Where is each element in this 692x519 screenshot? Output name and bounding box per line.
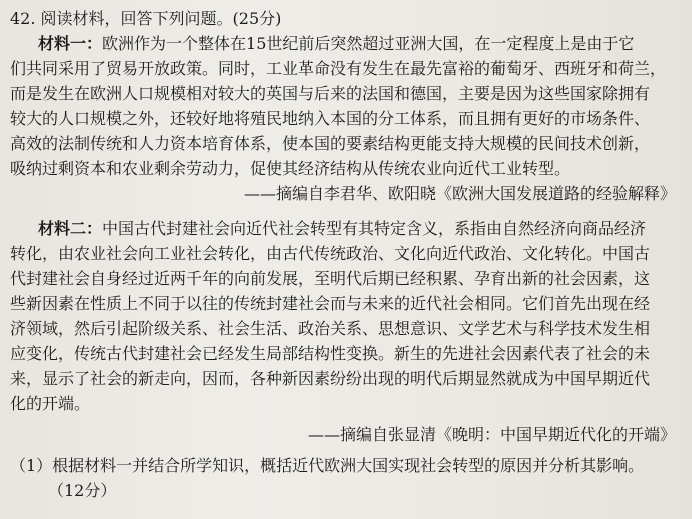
material-one-line-3: 而是发生在欧洲人口规模相对较大的英国与后来的法国和德国，主要是因为这些国家除拥有 <box>10 84 651 103</box>
material-two-line-1 <box>10 216 682 241</box>
material-one <box>10 31 682 206</box>
material-two-line-6: 应变化，传统古代封建社会已经发生局部结构性变换。新生的先进社会因素代表了社会的未 <box>10 344 651 363</box>
material-one-label: 材料一： <box>38 34 103 53</box>
material-two-text-1: 中国古代封建社会向近代社会转型有其特定含义，系指由自然经济向商品经济 <box>102 219 647 238</box>
material-one-text-1: 欧洲作为一个整体在15世纪前后突然超过亚洲大国，在一定程度上是由于它 <box>102 34 635 53</box>
question-header: 42. 阅读材料，回答下列问题。(25分) <box>10 9 282 28</box>
material-one-line-4: 较大的人口规模之外，还较好地将殖民地纳入本国的分工体系，而且拥有更好的市场条件、 <box>10 109 651 128</box>
material-two <box>10 216 682 447</box>
subquestion-one-points: （12分） <box>48 481 117 500</box>
material-one-line-2: 们共同采用了贸易开放政策。同时，工业革命没有发生在最先富裕的葡萄牙、西班牙和荷兰， <box>10 59 667 78</box>
material-one-line-5: 高效的法制传统和人力资本培育体系，使本国的要素结构更能支持大规模的民间技术创新， <box>10 134 651 153</box>
material-two-line-3: 代封建社会自身经过近两千年的向前发展，至明代后期已经积累、孕育出新的社会因素，这 <box>10 269 651 288</box>
material-two-label: 材料二： <box>38 219 103 238</box>
material-one-source: ——摘编自李君华、欧阳晓《欧洲大国发展道路的经验解释》 <box>243 184 676 203</box>
material-two-line-4: 些新因素在性质上不同于以往的传统封建社会而与未来的近代社会相同。它们首先出现在经 <box>10 294 651 313</box>
material-one-line-1 <box>10 31 682 56</box>
material-one-line-6: 吸纳过剩资本和农业剩余劳动力，促使其经济结构从传统农业向近代工业转型。 <box>10 159 571 178</box>
subquestion-one <box>10 453 682 503</box>
material-two-line-7: 来，显示了社会的新走向，因而，各种新因素纷纷出现的明代后期显然就成为中国早期近代 <box>10 369 651 388</box>
material-two-line-2: 转化，由农业社会向工业社会转化，由古代传统政治、文化向近代政治、文化转化。中国古 <box>10 244 651 263</box>
material-two-line-8: 化的开端。 <box>10 394 91 413</box>
material-two-source: ——摘编自张显清《晚明：中国早期近代化的开端》 <box>307 425 676 444</box>
subquestion-one-text: （1）根据材料一并结合所学知识，概括近代欧洲大国实现社会转型的原因并分析其影响。 <box>10 456 645 475</box>
material-two-line-5: 济领域，然后引起阶级关系、社会生活、政治关系、思想意识、文学艺术与科学技术发生相 <box>10 319 651 338</box>
